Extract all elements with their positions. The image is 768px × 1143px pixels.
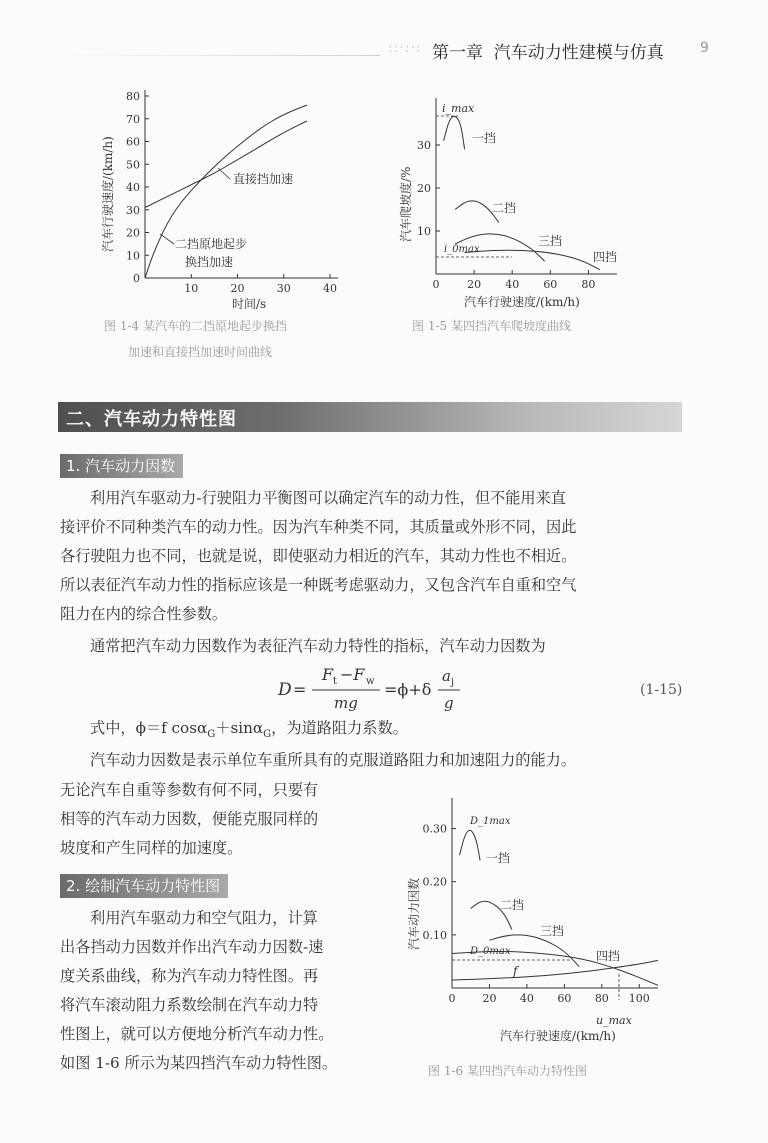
header-dots: ::·:·: bbox=[388, 40, 422, 56]
x-tick-label: 20 bbox=[482, 992, 497, 1005]
fig14-ann-direct: 直接挡加速 bbox=[233, 172, 294, 186]
fig15-y-ticks bbox=[417, 139, 440, 238]
para3-part-c: ，为道路阻力系数。 bbox=[271, 719, 408, 737]
fig16-ann-d1max: D_1max bbox=[470, 816, 511, 827]
fig16-ann-gear2: 二挡 bbox=[500, 898, 525, 912]
eq-frac2-num-sub: j bbox=[451, 677, 455, 688]
section-heading bbox=[58, 402, 682, 432]
eq-num-sub-t: t bbox=[333, 676, 338, 687]
x-tick-label: 0 bbox=[448, 992, 456, 1005]
para3-sub-1: G bbox=[207, 729, 216, 741]
y-tick-label: 10 bbox=[126, 249, 140, 263]
fig14-series bbox=[145, 105, 307, 278]
fig16-y-ticks bbox=[423, 823, 457, 942]
x-tick-label: 40 bbox=[323, 282, 337, 295]
fig16-ann-d0max: D_0max bbox=[470, 946, 511, 957]
fig15-ann-gear4: 四挡 bbox=[593, 250, 618, 264]
x-tick-label: 20 bbox=[230, 282, 245, 295]
fig15-ylabel: 汽车爬坡度/% bbox=[399, 166, 413, 242]
fig16-ann-gear3: 三挡 bbox=[540, 924, 565, 938]
para6-line: 出各挡动力因数并作出汽车动力因数-速 bbox=[60, 938, 324, 956]
y-tick-label: 10 bbox=[417, 225, 431, 238]
para6-line: 利用汽车驱动力和空气阻力，计算 bbox=[90, 909, 318, 927]
f15-series-line-4 bbox=[465, 250, 600, 269]
para1-line: 接评价不同种类汽车的动力性。因为汽车种类不同，其质量或外形不同，因此 bbox=[60, 518, 577, 536]
x-tick-label: 40 bbox=[505, 278, 520, 291]
chapter-title: 第一章 汽车动力性建模与仿真 bbox=[432, 43, 664, 63]
f14-series-line-1 bbox=[145, 121, 307, 208]
f16-series-line-5 bbox=[452, 960, 658, 980]
paragraph-4 bbox=[60, 746, 576, 775]
para3-part-b: ＋sinα bbox=[215, 719, 264, 737]
para6-line: 如图 1-6 所示为某四挡汽车动力特性图。 bbox=[60, 1054, 338, 1072]
eq-equals: = bbox=[293, 680, 307, 699]
fig-1-6-caption: 图 1-6 某四挡汽车动力特性图 bbox=[428, 1064, 587, 1078]
f14-series-line-2 bbox=[145, 105, 307, 278]
paragraph-1 bbox=[60, 484, 576, 629]
fig16-xlabel: 汽车行驶速度/(km/h) bbox=[500, 1029, 616, 1043]
fig15-ann-gear1: 一挡 bbox=[472, 131, 497, 145]
fig14-ylabel: 汽车行驶速度/(km/h) bbox=[101, 136, 115, 252]
para6-line: 度关系曲线，称为汽车动力特性图。再 bbox=[60, 967, 319, 985]
eq-num-F: F bbox=[322, 665, 334, 684]
paragraph-5 bbox=[60, 776, 318, 863]
eq-frac2-num: a bbox=[442, 667, 451, 685]
figure-1-5-chart bbox=[392, 92, 632, 314]
equation-number: (1-15) bbox=[640, 682, 683, 698]
x-tick-label: 100 bbox=[628, 992, 650, 1005]
fig16-ylabel: 汽车动力因数 bbox=[407, 877, 421, 950]
para4-line: 汽车动力因数是表示单位车重所具有的克服道路阻力和加速阻力的能力。 bbox=[90, 751, 576, 769]
y-tick-label: 0.10 bbox=[422, 928, 447, 942]
y-tick-label: 20 bbox=[126, 226, 140, 240]
eq-num-sub-w: w bbox=[366, 676, 375, 687]
eq-num-minus: −F bbox=[340, 665, 365, 684]
para2-line: 通常把汽车动力因数作为表征汽车动力特性的指标，汽车动力因数为 bbox=[90, 637, 546, 655]
y-tick-label: 40 bbox=[126, 181, 140, 194]
fig16-ann-umax: u_max bbox=[596, 1014, 632, 1027]
para5-line: 相等的汽车动力因数，便能克服同样的 bbox=[60, 810, 319, 828]
para1-line: 阻力在内的综合性参数。 bbox=[60, 605, 228, 623]
fig15-ann-gear2: 二挡 bbox=[492, 201, 517, 215]
eq-rhs: =ϕ+δ bbox=[384, 680, 432, 699]
equation-1-15 bbox=[276, 662, 596, 714]
f15-series-line-1 bbox=[444, 116, 465, 149]
fig16-x-ticks bbox=[449, 984, 650, 1005]
y-tick-label: 0 bbox=[133, 272, 140, 285]
y-tick-label: 0.20 bbox=[422, 875, 447, 889]
y-tick-label: 80 bbox=[126, 90, 140, 103]
header-rule bbox=[60, 55, 380, 56]
eq-frac2-den: g bbox=[444, 694, 454, 712]
y-tick-label: 20 bbox=[417, 182, 431, 195]
y-tick-label: 30 bbox=[417, 139, 431, 152]
para5-line: 坡度和产生同样的加速度。 bbox=[60, 839, 243, 857]
para3-line bbox=[60, 714, 408, 749]
fig14-xlabel: 时间/s bbox=[232, 297, 267, 311]
paragraph-2 bbox=[60, 632, 546, 661]
fig16-ann-gear1: 一挡 bbox=[486, 851, 511, 865]
figure-1-4-chart bbox=[90, 82, 360, 314]
subsection-1-heading: 1. 汽车动力因数 bbox=[60, 454, 183, 478]
para1-line: 各行驶阻力也不同，也就是说，即使驱动力相近的汽车，其动力性也不相近。 bbox=[60, 547, 577, 565]
fig15-x-ticks bbox=[433, 270, 596, 291]
eq-den: mg bbox=[334, 694, 358, 712]
fig16-series bbox=[452, 830, 658, 985]
page-number: 9 bbox=[700, 40, 709, 56]
fig14-ann-shift1: 二挡原地起步 bbox=[175, 237, 248, 251]
fig14-ann-shift-leader bbox=[160, 234, 174, 244]
x-tick-label: 20 bbox=[467, 278, 482, 291]
fig15-xlabel: 汽车行驶速度/(km/h) bbox=[464, 295, 580, 309]
running-header bbox=[0, 36, 768, 66]
fig14-y-ticks bbox=[126, 90, 149, 285]
paragraph-3 bbox=[60, 714, 408, 749]
x-tick-label: 30 bbox=[276, 282, 291, 295]
y-tick-label: 0.30 bbox=[422, 822, 447, 836]
para3-sub-2: G bbox=[263, 729, 272, 741]
para3-part-a: 式中，ϕ＝f cosα bbox=[90, 719, 208, 737]
fig14-ann-direct-leader bbox=[218, 168, 230, 179]
fig15-ann-gear3: 三挡 bbox=[538, 234, 563, 248]
x-tick-label: 60 bbox=[557, 992, 572, 1005]
fig-1-5-caption: 图 1-5 某四挡汽车爬坡度曲线 bbox=[412, 319, 571, 333]
para6-line: 将汽车滚动阻力系数绘制在汽车动力特 bbox=[60, 996, 319, 1014]
fig16-ann-gear4: 四挡 bbox=[596, 949, 621, 963]
fig14-x-ticks bbox=[184, 274, 337, 295]
para6-line: 性图上，就可以方便地分析汽车动力性。 bbox=[60, 1025, 334, 1043]
fig16-ann-f: f bbox=[513, 964, 518, 978]
fig-1-4-caption-2: 加速和直接挡加速时间曲线 bbox=[128, 345, 273, 359]
x-tick-label: 40 bbox=[519, 992, 534, 1005]
y-tick-label: 30 bbox=[126, 203, 140, 217]
para5-line: 无论汽车自重等参数有何不同，只要有 bbox=[60, 781, 319, 799]
y-tick-label: 50 bbox=[126, 158, 140, 172]
fig-1-4-caption-1: 图 1-4 某汽车的二挡原地起步换挡 bbox=[104, 319, 287, 333]
x-tick-label: 0 bbox=[432, 278, 440, 291]
paragraph-6 bbox=[60, 904, 337, 1078]
y-tick-label: 60 bbox=[126, 135, 140, 149]
eq-lhs: D bbox=[278, 680, 292, 700]
subsection-2-heading: 2. 绘制汽车动力特性图 bbox=[60, 874, 228, 898]
para1-line: 所以表征汽车动力性的指标应该是一种既考虑驱动力，又包含汽车自重和空气 bbox=[60, 576, 577, 594]
fig14-ann-shift2: 换挡加速 bbox=[185, 255, 234, 269]
figure-1-6-chart bbox=[400, 792, 670, 1052]
x-tick-label: 80 bbox=[581, 278, 596, 291]
x-tick-label: 10 bbox=[184, 282, 199, 295]
fig15-ann-imax: i_max bbox=[442, 102, 475, 115]
y-tick-label: 70 bbox=[126, 112, 140, 126]
x-tick-label: 80 bbox=[594, 992, 609, 1005]
fig15-ann-i0max: i_0max bbox=[444, 244, 480, 255]
f16-series-line-1 bbox=[460, 830, 481, 860]
x-tick-label: 60 bbox=[543, 278, 558, 291]
section-title: 二、汽车动力特性图 bbox=[66, 409, 237, 430]
para1-line: 利用汽车驱动力-行驶阻力平衡图可以确定汽车的动力性，但不能用来直 bbox=[90, 489, 566, 507]
